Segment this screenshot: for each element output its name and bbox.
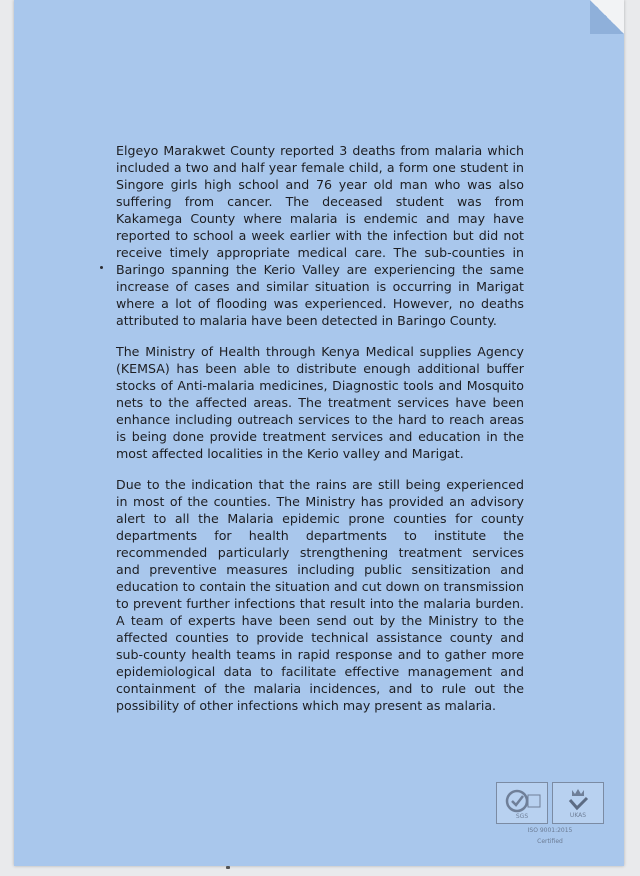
bottom-edge-mark — [226, 866, 230, 869]
sgs-logo — [496, 782, 548, 824]
page-corner-flap — [590, 0, 624, 34]
svg-text:UKAS: UKAS — [569, 812, 587, 819]
document-body — [116, 142, 524, 728]
certified-text: Certified — [537, 838, 563, 845]
document-page — [14, 0, 624, 866]
iso-standard-text: ISO 9001:2015 — [527, 827, 573, 834]
svg-text:SGS: SGS — [515, 813, 529, 820]
ukas-crown-check-icon — [556, 786, 600, 820]
sgs-seal-icon — [500, 786, 544, 820]
certification-block — [496, 782, 604, 846]
ukas-logo — [552, 782, 604, 824]
paragraph-advisory-alert: Due to the indication that the rains are still being experienced in most of the counties. The Ministry has provided an advisory alert to all the Malaria epidemic prone counties for county departments for health departments to institute the recommended particularly strengthening treatment services and preventive measures including public sensitization and education to contain the situation and cut down on transmission to prevent further infections that result into the malaria burden. A team of experts have been send out by the Ministry to the affected counties to provide technical assistance county and sub-county health teams in rapid response and to gather more epidemiological data to facilitate effective management and containment of the malaria incidences, and to rule out the possibility of other infections which may present as malaria. — [116, 477, 524, 713]
margin-bullet-mark — [100, 266, 103, 269]
certification-logos — [496, 782, 604, 824]
paragraph-kemsa-distribution: The Ministry of Health through Kenya Medical supplies Agency (KEMSA) has been able to distribute enough additional buffer stocks of Anti-malaria medicines, Diagnostic tools and Mosquito nets to the affected areas. The treatment services have been enhance including outreach services to the hard to reach areas is being done provide treatment services and education in the most affected localities in the Kerio valley and Marigat. — [116, 344, 524, 461]
paragraph-deaths-report: Elgeyo Marakwet County reported 3 deaths from malaria which included a two and half year female child, a form one student in Singore girls high school and 76 year old man who was also suffering from cancer. The deceased student was from Kakamega County where malaria is endemic and may have reported to school a week earlier with the infection but did not receive timely appropriate medical care. The sub-counties in Baringo spanning the Kerio Valley are experiencing the same increase of cases and similar situation is occurring in Marigat where a lot of flooding was experienced. However, no deaths attributed to malaria have been detected in Baringo County. — [116, 143, 524, 328]
